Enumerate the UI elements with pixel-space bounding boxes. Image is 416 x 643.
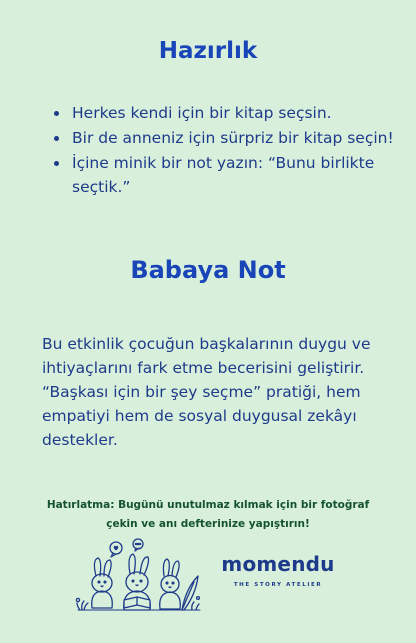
speech-bubble-icon	[110, 542, 122, 557]
dad-note-body: Bu etkinlik çocuğun başkalarının duygu ve ihtiyaçlarını fark etme becerisini geliştirir. “Başkası için bir şey seçme” pratiği, hem empatiyi hem de sosyal duygusal zekâyı destekler.	[42, 335, 371, 449]
reminder-text: Hatırlatma: Bugünü unutulmaz kılmak için bir fotoğraf çekin ve anı defterinize yapıştırın!	[46, 499, 370, 530]
brand-logo	[218, 552, 338, 588]
feather-icon	[182, 576, 198, 610]
list-item: • Bir de anneniz için sürpriz bir kitap seçin!	[70, 126, 410, 150]
preparation-title: Hazırlık	[158, 38, 258, 64]
list-item: • Herkes kendi için bir kitap seçsin.	[70, 101, 410, 125]
brand-name: momendu	[221, 552, 335, 576]
bunny-left-icon	[92, 558, 113, 608]
speech-bubble-icon	[133, 539, 143, 551]
bunnies-reading-icon	[74, 536, 204, 614]
bunny-middle-icon	[124, 554, 150, 610]
preparation-list	[44, 101, 410, 200]
bunny-right-icon	[160, 559, 181, 609]
list-item: • İçine minik bir not yazın: “Bunu birlikte seçtik.”	[70, 151, 410, 199]
brand-tagline: THE STORY ATELIER	[233, 582, 323, 588]
dad-note-title: Babaya Not	[130, 256, 286, 284]
